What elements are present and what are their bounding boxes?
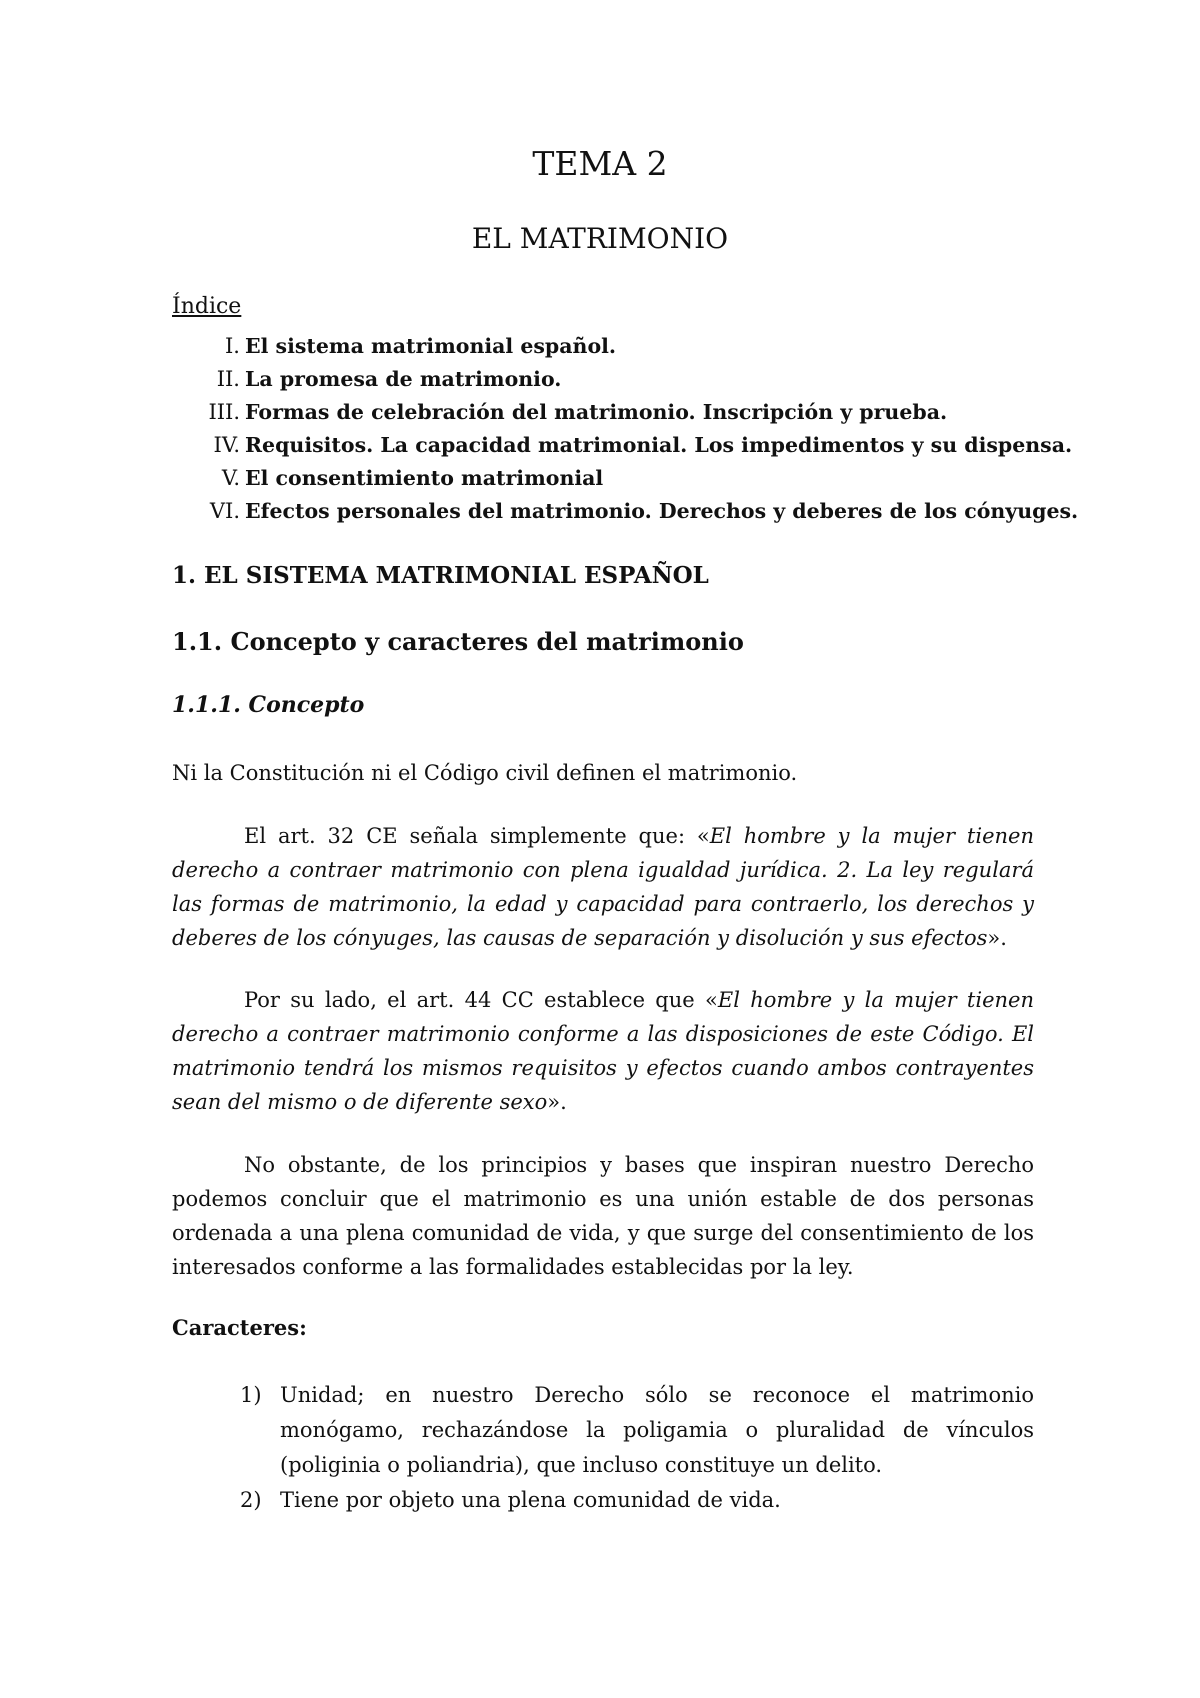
index-item-number: IV. [213, 433, 240, 457]
paragraph-definition: No obstante, de los principios y bases que inspiran nuestro Derecho podemos concluir que el matrimonio es una unión estable de dos personas ordenada a una plena comunidad de vida, y que surge del consentimiento de los interesados conforme a las formalidades establecidas por la ley. [172, 1153, 1034, 1279]
index-item-text: La promesa de matrimonio. [245, 367, 562, 391]
list-item-number: 1) [240, 1383, 262, 1407]
paragraph-text: Por su lado, el art. 44 CC establece que « [244, 988, 718, 1012]
index-item [172, 363, 1042, 396]
index-item-number: III. [208, 400, 240, 424]
index-item-number: I. [225, 334, 240, 358]
list-item [240, 1378, 1034, 1483]
index-item [172, 462, 1042, 495]
index-title: Índice [172, 294, 242, 319]
index-item-number: VI. [209, 499, 240, 523]
index-item-number: II. [216, 367, 240, 391]
index-item-number: V. [221, 466, 240, 490]
index-item-text: El consentimiento matrimonial [245, 466, 604, 490]
document-subtitle: EL MATRIMONIO [471, 222, 729, 255]
caracteres-title: Caracteres: [172, 1315, 307, 1340]
index-item [172, 396, 1042, 429]
index-list [172, 330, 1079, 528]
paragraph-text: ». [987, 926, 1007, 950]
list-item-text: Tiene por objeto una plena comunidad de vida. [280, 1488, 781, 1512]
list-item-text: Unidad; en nuestro Derecho sólo se reconoce el matrimonio monógamo, rechazándose la poligamia o pluralidad de vínculos (poliginia o poliandria), que incluso constituye un delito. [280, 1383, 1034, 1477]
index-item-text: Requisitos. La capacidad matrimonial. Los impedimentos y su dispensa. [245, 433, 1073, 457]
index-item-text: Efectos personales del matrimonio. Derechos y deberes de los cónyuges. [245, 499, 1079, 523]
section-heading: 1. EL SISTEMA MATRIMONIAL ESPAÑOL [172, 562, 709, 589]
paragraph-intro: Ni la Constitución ni el Código civil definen el matrimonio. [172, 761, 798, 785]
index-item [172, 495, 1079, 528]
list-item [240, 1483, 1034, 1518]
paragraph-text: ». [547, 1090, 567, 1114]
index-item-text: Formas de celebración del matrimonio. Inscripción y prueba. [245, 400, 948, 424]
subsubsection-heading: 1.1.1. Concepto [172, 692, 365, 718]
paragraph-art32 [172, 819, 1034, 955]
document-title: TEMA 2 [532, 144, 668, 183]
quote-text: El hombre y la mujer tienen derecho a contraer matrimonio conforme a las disposiciones de este Código. El matrimonio tendrá los mismos requisitos y efectos cuando ambos contrayentes sean del mismo o de diferente sexo [172, 988, 1034, 1114]
paragraph-text: El art. 32 CE señala simplemente que: « [244, 824, 710, 848]
paragraph-art44 [172, 983, 1034, 1119]
subsection-heading: 1.1. Concepto y caracteres del matrimonio [172, 627, 744, 656]
index-item [172, 330, 1042, 363]
index-item [172, 429, 1073, 462]
index-item-text: El sistema matrimonial español. [245, 334, 617, 358]
list-item-number: 2) [240, 1488, 262, 1512]
caracteres-list [240, 1378, 1034, 1518]
quote-text: El hombre y la mujer tienen derecho a contraer matrimonio con plena igualdad jurídica. 2. La ley regulará las formas de matrimonio, la edad y capacidad para contraerlo, los derechos y deberes de los cónyuges, las causas de separación y disolución y sus efectos [172, 824, 1034, 950]
